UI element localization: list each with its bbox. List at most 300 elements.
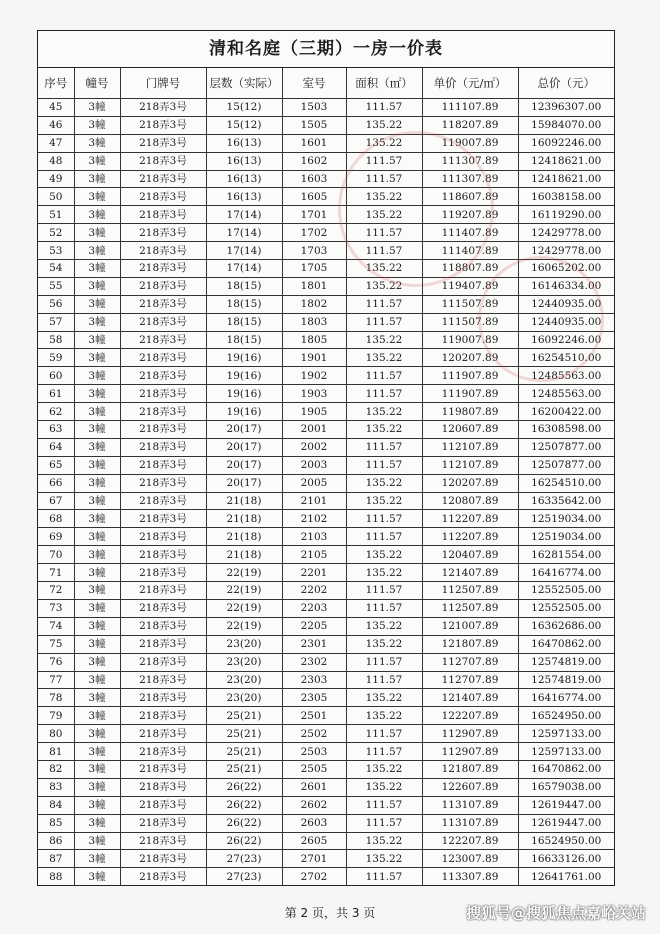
cell-area: 135.22 bbox=[346, 850, 422, 868]
table-row bbox=[38, 474, 614, 492]
cell-building: 3幢 bbox=[74, 868, 120, 885]
cell-room: 2702 bbox=[282, 868, 346, 885]
cell-index: 88 bbox=[38, 868, 74, 885]
cell-index: 71 bbox=[38, 564, 74, 582]
table-row bbox=[38, 564, 614, 582]
cell-floor: 17(14) bbox=[206, 242, 282, 260]
cell-floor: 22(19) bbox=[206, 599, 282, 617]
cell-total-price: 16119290.00 bbox=[518, 206, 614, 224]
cell-total-price: 16065202.00 bbox=[518, 260, 614, 278]
cell-floor: 21(18) bbox=[206, 546, 282, 564]
cell-address: 218弄3号 bbox=[120, 617, 206, 635]
table-row bbox=[38, 653, 614, 671]
cell-building: 3幢 bbox=[74, 152, 120, 170]
cell-room: 2603 bbox=[282, 814, 346, 832]
table-row bbox=[38, 295, 614, 313]
cell-room: 2503 bbox=[282, 743, 346, 761]
table-row bbox=[38, 796, 614, 814]
cell-area: 135.22 bbox=[346, 116, 422, 134]
cell-room: 2103 bbox=[282, 528, 346, 546]
cell-total-price: 16335642.00 bbox=[518, 492, 614, 510]
cell-floor: 21(18) bbox=[206, 492, 282, 510]
cell-index: 76 bbox=[38, 653, 74, 671]
cell-index: 57 bbox=[38, 313, 74, 331]
cell-room: 2205 bbox=[282, 617, 346, 635]
cell-total-price: 16038158.00 bbox=[518, 188, 614, 206]
cell-address: 218弄3号 bbox=[120, 599, 206, 617]
table-row bbox=[38, 385, 614, 403]
cell-floor: 25(21) bbox=[206, 760, 282, 778]
cell-unit-price: 121407.89 bbox=[422, 689, 518, 707]
table-row bbox=[38, 743, 614, 761]
cell-unit-price: 118607.89 bbox=[422, 188, 518, 206]
table-row bbox=[38, 617, 614, 635]
cell-index: 52 bbox=[38, 224, 74, 242]
cell-floor: 19(16) bbox=[206, 349, 282, 367]
cell-building: 3幢 bbox=[74, 349, 120, 367]
cell-total-price: 12597133.00 bbox=[518, 725, 614, 743]
cell-building: 3幢 bbox=[74, 778, 120, 796]
cell-building: 3幢 bbox=[74, 99, 120, 117]
cell-room: 1701 bbox=[282, 206, 346, 224]
cell-area: 135.22 bbox=[346, 492, 422, 510]
cell-area: 135.22 bbox=[346, 260, 422, 278]
cell-area: 111.57 bbox=[346, 295, 422, 313]
cell-area: 135.22 bbox=[346, 403, 422, 421]
cell-floor: 15(12) bbox=[206, 99, 282, 117]
table-row bbox=[38, 635, 614, 653]
cell-index: 68 bbox=[38, 510, 74, 528]
cell-area: 111.57 bbox=[346, 653, 422, 671]
cell-index: 48 bbox=[38, 152, 74, 170]
table-row bbox=[38, 546, 614, 564]
cell-total-price: 12552505.00 bbox=[518, 582, 614, 600]
cell-floor: 15(12) bbox=[206, 116, 282, 134]
cell-room: 1605 bbox=[282, 188, 346, 206]
cell-room: 2701 bbox=[282, 850, 346, 868]
cell-area: 111.57 bbox=[346, 814, 422, 832]
cell-area: 135.22 bbox=[346, 564, 422, 582]
cell-address: 218弄3号 bbox=[120, 331, 206, 349]
cell-floor: 18(15) bbox=[206, 295, 282, 313]
cell-floor: 16(13) bbox=[206, 152, 282, 170]
cell-unit-price: 111307.89 bbox=[422, 152, 518, 170]
cell-area: 111.57 bbox=[346, 582, 422, 600]
cell-unit-price: 112907.89 bbox=[422, 743, 518, 761]
table-row bbox=[38, 134, 614, 152]
cell-area: 135.22 bbox=[346, 206, 422, 224]
table-row bbox=[38, 313, 614, 331]
cell-total-price: 16092246.00 bbox=[518, 331, 614, 349]
cell-total-price: 12619447.00 bbox=[518, 796, 614, 814]
cell-index: 55 bbox=[38, 277, 74, 295]
cell-unit-price: 112207.89 bbox=[422, 510, 518, 528]
cell-building: 3幢 bbox=[74, 582, 120, 600]
cell-room: 1803 bbox=[282, 313, 346, 331]
cell-address: 218弄3号 bbox=[120, 242, 206, 260]
cell-unit-price: 112107.89 bbox=[422, 456, 518, 474]
cell-index: 84 bbox=[38, 796, 74, 814]
cell-unit-price: 111507.89 bbox=[422, 295, 518, 313]
cell-area: 111.57 bbox=[346, 528, 422, 546]
cell-room: 2602 bbox=[282, 796, 346, 814]
cell-floor: 23(20) bbox=[206, 653, 282, 671]
table-row bbox=[38, 707, 614, 725]
cell-index: 51 bbox=[38, 206, 74, 224]
cell-address: 218弄3号 bbox=[120, 385, 206, 403]
cell-area: 111.57 bbox=[346, 456, 422, 474]
cell-area: 135.22 bbox=[346, 546, 422, 564]
cell-unit-price: 111107.89 bbox=[422, 99, 518, 117]
table-row bbox=[38, 331, 614, 349]
cell-unit-price: 112507.89 bbox=[422, 599, 518, 617]
cell-area: 111.57 bbox=[346, 242, 422, 260]
cell-total-price: 12429778.00 bbox=[518, 242, 614, 260]
table-row bbox=[38, 725, 614, 743]
cell-room: 1805 bbox=[282, 331, 346, 349]
cell-floor: 25(21) bbox=[206, 707, 282, 725]
col-header-building: 幢号 bbox=[74, 68, 120, 99]
cell-total-price: 16092246.00 bbox=[518, 134, 614, 152]
col-header-address: 门牌号 bbox=[120, 68, 206, 99]
cell-index: 61 bbox=[38, 385, 74, 403]
cell-index: 81 bbox=[38, 743, 74, 761]
cell-index: 53 bbox=[38, 242, 74, 260]
cell-floor: 27(23) bbox=[206, 868, 282, 885]
cell-total-price: 12597133.00 bbox=[518, 743, 614, 761]
cell-room: 1703 bbox=[282, 242, 346, 260]
cell-area: 135.22 bbox=[346, 760, 422, 778]
cell-floor: 25(21) bbox=[206, 743, 282, 761]
cell-building: 3幢 bbox=[74, 170, 120, 188]
cell-floor: 26(22) bbox=[206, 796, 282, 814]
col-header-unit-price: 单价（元/㎡） bbox=[422, 68, 518, 99]
cell-room: 2002 bbox=[282, 438, 346, 456]
table-row bbox=[38, 868, 614, 885]
cell-address: 218弄3号 bbox=[120, 778, 206, 796]
cell-unit-price: 120607.89 bbox=[422, 421, 518, 439]
cell-index: 70 bbox=[38, 546, 74, 564]
cell-address: 218弄3号 bbox=[120, 635, 206, 653]
table-row bbox=[38, 778, 614, 796]
table-row bbox=[38, 528, 614, 546]
cell-room: 1705 bbox=[282, 260, 346, 278]
cell-room: 2202 bbox=[282, 582, 346, 600]
cell-floor: 16(13) bbox=[206, 188, 282, 206]
cell-unit-price: 119207.89 bbox=[422, 206, 518, 224]
cell-unit-price: 119007.89 bbox=[422, 134, 518, 152]
cell-area: 135.22 bbox=[346, 832, 422, 850]
cell-building: 3幢 bbox=[74, 242, 120, 260]
cell-address: 218弄3号 bbox=[120, 492, 206, 510]
cell-room: 2301 bbox=[282, 635, 346, 653]
cell-floor: 26(22) bbox=[206, 814, 282, 832]
cell-floor: 26(22) bbox=[206, 778, 282, 796]
cell-total-price: 16146334.00 bbox=[518, 277, 614, 295]
cell-building: 3幢 bbox=[74, 206, 120, 224]
cell-area: 135.22 bbox=[346, 277, 422, 295]
cell-address: 218弄3号 bbox=[120, 653, 206, 671]
cell-index: 62 bbox=[38, 403, 74, 421]
table-row bbox=[38, 510, 614, 528]
cell-area: 135.22 bbox=[346, 635, 422, 653]
cell-room: 2505 bbox=[282, 760, 346, 778]
cell-floor: 23(20) bbox=[206, 635, 282, 653]
page-footer: 第 2 页，共 3 页 bbox=[284, 906, 376, 920]
table-row bbox=[38, 760, 614, 778]
cell-total-price: 12552505.00 bbox=[518, 599, 614, 617]
cell-index: 82 bbox=[38, 760, 74, 778]
cell-address: 218弄3号 bbox=[120, 689, 206, 707]
cell-building: 3幢 bbox=[74, 421, 120, 439]
cell-area: 111.57 bbox=[346, 385, 422, 403]
cell-address: 218弄3号 bbox=[120, 474, 206, 492]
cell-address: 218弄3号 bbox=[120, 349, 206, 367]
cell-index: 67 bbox=[38, 492, 74, 510]
cell-total-price: 15984070.00 bbox=[518, 116, 614, 134]
table-row bbox=[38, 152, 614, 170]
cell-unit-price: 112207.89 bbox=[422, 528, 518, 546]
cell-total-price: 16200422.00 bbox=[518, 403, 614, 421]
cell-building: 3幢 bbox=[74, 385, 120, 403]
cell-building: 3幢 bbox=[74, 313, 120, 331]
cell-unit-price: 123007.89 bbox=[422, 850, 518, 868]
cell-index: 75 bbox=[38, 635, 74, 653]
cell-building: 3幢 bbox=[74, 796, 120, 814]
cell-building: 3幢 bbox=[74, 224, 120, 242]
cell-area: 135.22 bbox=[346, 707, 422, 725]
cell-area: 111.57 bbox=[346, 367, 422, 385]
cell-area: 135.22 bbox=[346, 188, 422, 206]
cell-unit-price: 121007.89 bbox=[422, 617, 518, 635]
cell-unit-price: 112507.89 bbox=[422, 582, 518, 600]
cell-building: 3幢 bbox=[74, 456, 120, 474]
cell-room: 1601 bbox=[282, 134, 346, 152]
cell-area: 135.22 bbox=[346, 617, 422, 635]
cell-area: 111.57 bbox=[346, 725, 422, 743]
cell-address: 218弄3号 bbox=[120, 438, 206, 456]
table-header-row bbox=[38, 68, 614, 99]
cell-unit-price: 120407.89 bbox=[422, 546, 518, 564]
cell-room: 1602 bbox=[282, 152, 346, 170]
cell-total-price: 12519034.00 bbox=[518, 510, 614, 528]
cell-index: 69 bbox=[38, 528, 74, 546]
cell-address: 218弄3号 bbox=[120, 528, 206, 546]
cell-building: 3幢 bbox=[74, 564, 120, 582]
cell-address: 218弄3号 bbox=[120, 206, 206, 224]
cell-building: 3幢 bbox=[74, 492, 120, 510]
cell-unit-price: 122207.89 bbox=[422, 707, 518, 725]
cell-unit-price: 121807.89 bbox=[422, 635, 518, 653]
cell-address: 218弄3号 bbox=[120, 743, 206, 761]
cell-address: 218弄3号 bbox=[120, 832, 206, 850]
cell-index: 65 bbox=[38, 456, 74, 474]
cell-unit-price: 111907.89 bbox=[422, 367, 518, 385]
col-header-total-price: 总价（元） bbox=[518, 68, 614, 99]
table-row bbox=[38, 850, 614, 868]
cell-building: 3幢 bbox=[74, 653, 120, 671]
cell-total-price: 16470862.00 bbox=[518, 760, 614, 778]
cell-room: 1503 bbox=[282, 99, 346, 117]
cell-floor: 26(22) bbox=[206, 832, 282, 850]
cell-building: 3幢 bbox=[74, 832, 120, 850]
cell-total-price: 16524950.00 bbox=[518, 707, 614, 725]
cell-floor: 23(20) bbox=[206, 671, 282, 689]
cell-unit-price: 121807.89 bbox=[422, 760, 518, 778]
cell-index: 59 bbox=[38, 349, 74, 367]
cell-building: 3幢 bbox=[74, 277, 120, 295]
cell-total-price: 16254510.00 bbox=[518, 474, 614, 492]
cell-total-price: 12440935.00 bbox=[518, 313, 614, 331]
cell-floor: 16(13) bbox=[206, 170, 282, 188]
table-row bbox=[38, 260, 614, 278]
cell-index: 54 bbox=[38, 260, 74, 278]
cell-index: 80 bbox=[38, 725, 74, 743]
cell-building: 3幢 bbox=[74, 707, 120, 725]
table-row bbox=[38, 367, 614, 385]
cell-unit-price: 111407.89 bbox=[422, 224, 518, 242]
cell-index: 64 bbox=[38, 438, 74, 456]
cell-building: 3幢 bbox=[74, 295, 120, 313]
cell-unit-price: 112907.89 bbox=[422, 725, 518, 743]
cell-floor: 19(16) bbox=[206, 385, 282, 403]
cell-unit-price: 120207.89 bbox=[422, 349, 518, 367]
cell-index: 45 bbox=[38, 99, 74, 117]
cell-index: 46 bbox=[38, 116, 74, 134]
cell-total-price: 12507877.00 bbox=[518, 456, 614, 474]
cell-floor: 17(14) bbox=[206, 260, 282, 278]
cell-unit-price: 120807.89 bbox=[422, 492, 518, 510]
cell-building: 3幢 bbox=[74, 474, 120, 492]
cell-address: 218弄3号 bbox=[120, 510, 206, 528]
cell-unit-price: 112107.89 bbox=[422, 438, 518, 456]
cell-total-price: 16254510.00 bbox=[518, 349, 614, 367]
cell-area: 135.22 bbox=[346, 421, 422, 439]
cell-area: 111.57 bbox=[346, 510, 422, 528]
cell-total-price: 16416774.00 bbox=[518, 689, 614, 707]
cell-unit-price: 118207.89 bbox=[422, 116, 518, 134]
cell-address: 218弄3号 bbox=[120, 116, 206, 134]
cell-area: 111.57 bbox=[346, 438, 422, 456]
cell-area: 135.22 bbox=[346, 689, 422, 707]
cell-address: 218弄3号 bbox=[120, 814, 206, 832]
cell-total-price: 16281554.00 bbox=[518, 546, 614, 564]
cell-area: 111.57 bbox=[346, 313, 422, 331]
cell-room: 1801 bbox=[282, 277, 346, 295]
cell-total-price: 16579038.00 bbox=[518, 778, 614, 796]
cell-unit-price: 119407.89 bbox=[422, 277, 518, 295]
cell-total-price: 16308598.00 bbox=[518, 421, 614, 439]
col-header-floor: 层数（实际） bbox=[206, 68, 282, 99]
cell-floor: 18(15) bbox=[206, 313, 282, 331]
cell-building: 3幢 bbox=[74, 599, 120, 617]
cell-floor: 21(18) bbox=[206, 510, 282, 528]
price-sheet bbox=[37, 30, 615, 886]
table-row bbox=[38, 421, 614, 439]
cell-floor: 20(17) bbox=[206, 474, 282, 492]
cell-index: 63 bbox=[38, 421, 74, 439]
cell-room: 1603 bbox=[282, 170, 346, 188]
cell-address: 218弄3号 bbox=[120, 170, 206, 188]
cell-area: 111.57 bbox=[346, 671, 422, 689]
table-row bbox=[38, 188, 614, 206]
cell-area: 135.22 bbox=[346, 474, 422, 492]
cell-building: 3幢 bbox=[74, 438, 120, 456]
cell-address: 218弄3号 bbox=[120, 99, 206, 117]
cell-address: 218弄3号 bbox=[120, 152, 206, 170]
cell-address: 218弄3号 bbox=[120, 403, 206, 421]
table-row bbox=[38, 582, 614, 600]
cell-address: 218弄3号 bbox=[120, 850, 206, 868]
cell-room: 2303 bbox=[282, 671, 346, 689]
cell-total-price: 12507877.00 bbox=[518, 438, 614, 456]
cell-address: 218弄3号 bbox=[120, 760, 206, 778]
cell-building: 3幢 bbox=[74, 689, 120, 707]
cell-address: 218弄3号 bbox=[120, 421, 206, 439]
cell-index: 77 bbox=[38, 671, 74, 689]
cell-address: 218弄3号 bbox=[120, 796, 206, 814]
cell-index: 79 bbox=[38, 707, 74, 725]
document-title: 清和名庭（三期）一房一价表 bbox=[38, 31, 614, 68]
cell-total-price: 12619447.00 bbox=[518, 814, 614, 832]
table-row bbox=[38, 99, 614, 117]
cell-total-price: 16362686.00 bbox=[518, 617, 614, 635]
cell-floor: 25(21) bbox=[206, 725, 282, 743]
col-header-index: 序号 bbox=[38, 68, 74, 99]
cell-unit-price: 119007.89 bbox=[422, 331, 518, 349]
cell-unit-price: 113107.89 bbox=[422, 796, 518, 814]
cell-area: 111.57 bbox=[346, 224, 422, 242]
cell-index: 73 bbox=[38, 599, 74, 617]
cell-floor: 22(19) bbox=[206, 617, 282, 635]
cell-building: 3幢 bbox=[74, 725, 120, 743]
cell-room: 1902 bbox=[282, 367, 346, 385]
cell-building: 3幢 bbox=[74, 635, 120, 653]
cell-index: 83 bbox=[38, 778, 74, 796]
cell-area: 135.22 bbox=[346, 331, 422, 349]
col-header-area: 面积（㎡） bbox=[346, 68, 422, 99]
cell-address: 218弄3号 bbox=[120, 295, 206, 313]
cell-room: 1505 bbox=[282, 116, 346, 134]
cell-area: 111.57 bbox=[346, 743, 422, 761]
cell-floor: 16(13) bbox=[206, 134, 282, 152]
cell-total-price: 12641761.00 bbox=[518, 868, 614, 885]
cell-building: 3幢 bbox=[74, 188, 120, 206]
cell-index: 58 bbox=[38, 331, 74, 349]
cell-address: 218弄3号 bbox=[120, 367, 206, 385]
cell-index: 47 bbox=[38, 134, 74, 152]
cell-address: 218弄3号 bbox=[120, 546, 206, 564]
cell-index: 50 bbox=[38, 188, 74, 206]
cell-index: 87 bbox=[38, 850, 74, 868]
cell-floor: 21(18) bbox=[206, 528, 282, 546]
cell-floor: 18(15) bbox=[206, 331, 282, 349]
cell-building: 3幢 bbox=[74, 367, 120, 385]
table-row bbox=[38, 689, 614, 707]
cell-room: 2003 bbox=[282, 456, 346, 474]
cell-room: 2201 bbox=[282, 564, 346, 582]
table-row bbox=[38, 492, 614, 510]
cell-room: 2605 bbox=[282, 832, 346, 850]
cell-room: 1702 bbox=[282, 224, 346, 242]
cell-unit-price: 122207.89 bbox=[422, 832, 518, 850]
cell-address: 218弄3号 bbox=[120, 277, 206, 295]
cell-unit-price: 111907.89 bbox=[422, 385, 518, 403]
cell-building: 3幢 bbox=[74, 510, 120, 528]
cell-unit-price: 111407.89 bbox=[422, 242, 518, 260]
cell-total-price: 16633126.00 bbox=[518, 850, 614, 868]
cell-index: 56 bbox=[38, 295, 74, 313]
